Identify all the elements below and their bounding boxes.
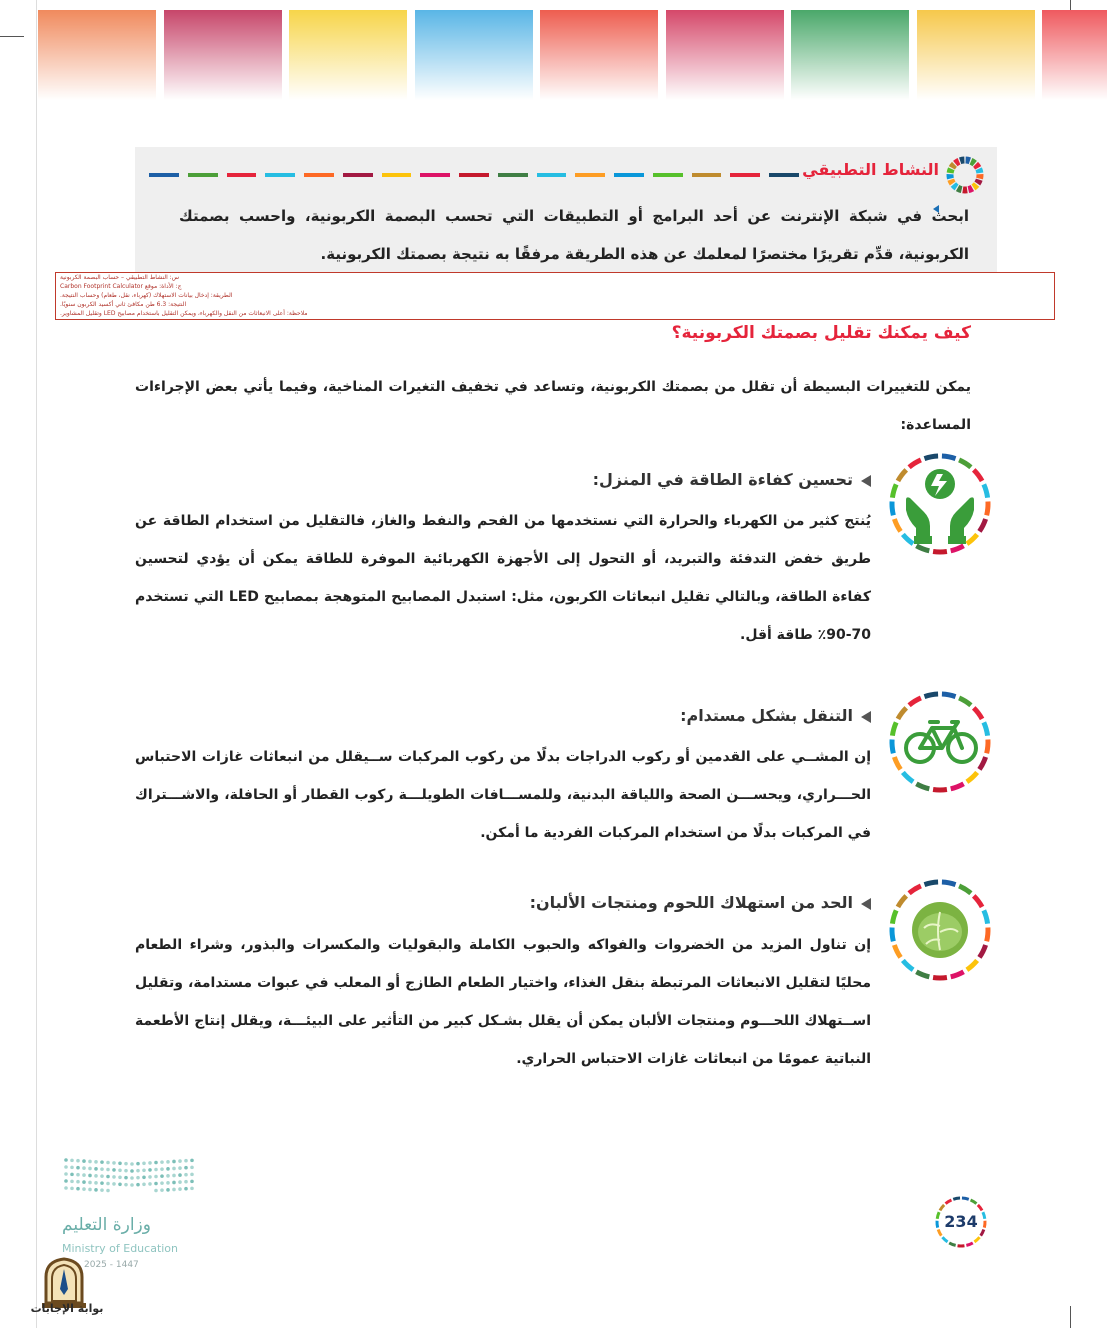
logo-dot xyxy=(94,1160,98,1164)
header-color-tab xyxy=(666,10,784,100)
logo-dot xyxy=(130,1183,134,1187)
ring-segment xyxy=(951,546,964,551)
logo-dot xyxy=(148,1175,152,1179)
ring-segment xyxy=(987,501,988,515)
header-color-tab xyxy=(415,10,533,100)
ministry-logo xyxy=(60,1150,210,1270)
sdg-stripe xyxy=(382,173,412,177)
logo-dot xyxy=(94,1167,98,1171)
section-heading xyxy=(680,706,871,725)
logo-dot xyxy=(76,1166,80,1170)
logo-dot xyxy=(124,1162,128,1166)
logo-dot xyxy=(124,1176,128,1180)
sdg-stripe xyxy=(692,173,722,177)
logo-dot xyxy=(118,1182,122,1186)
logo-dot xyxy=(172,1174,176,1178)
energy-hands-icon xyxy=(886,450,994,558)
logo-dot xyxy=(154,1161,158,1165)
logo-dot xyxy=(106,1168,110,1172)
ring-segment xyxy=(903,534,913,543)
logo-dot xyxy=(100,1188,104,1192)
logo-dot xyxy=(172,1160,176,1164)
ring-segment xyxy=(979,945,985,957)
note-line: ملاحظة: أعلى الانبعاثات من النقل والكهرباء، ويمكن التقليل باستخدام مصابيح LED وتقليل المشاوير. xyxy=(60,310,308,317)
logo-dot xyxy=(184,1173,188,1177)
logo-dot xyxy=(82,1180,86,1184)
logo-dot xyxy=(94,1181,98,1185)
ring-segment xyxy=(974,896,982,907)
logo-dot xyxy=(76,1173,80,1177)
ring-segment xyxy=(916,546,929,551)
ring-segment xyxy=(979,169,980,173)
ring-segment xyxy=(950,169,951,173)
logo-dot xyxy=(148,1161,152,1165)
logo-dot xyxy=(76,1159,80,1163)
note-line: ج: الأداة: موقع Carbon Footprint Calculator xyxy=(60,283,182,290)
ring-segment xyxy=(892,910,896,923)
ring-segment xyxy=(924,694,938,697)
ring-segment xyxy=(892,501,893,515)
ring-segment xyxy=(987,739,988,753)
ring-segment xyxy=(894,945,900,957)
ring-segment xyxy=(987,927,988,941)
logo-dot xyxy=(124,1169,128,1173)
ministry-name-en: Ministry of Education xyxy=(62,1242,179,1255)
logo-dot xyxy=(82,1159,86,1163)
section-heading xyxy=(593,470,871,489)
ring-segment xyxy=(942,882,956,885)
logo-dot xyxy=(160,1188,164,1192)
logo-dot xyxy=(112,1168,116,1172)
logo-dot xyxy=(154,1168,158,1172)
logo-dot xyxy=(148,1168,152,1172)
section-paragraph: إن المشــي على القدمين أو ركوب الدراجات بدلًا من ركوب المركبات ســيقلل من انبعاثات غازات الاحتباس الحـــراري، ويحســـن الصحة واللياقة البدنية، وللمســـافات الطويلـــة ركوب القطار أو الحافلة، والاشـــتراك في المركبات بدلًا من استخدام المركبات الفردية ما أمكن. xyxy=(135,749,871,841)
logo-dot xyxy=(184,1166,188,1170)
logo-dot xyxy=(130,1169,134,1173)
sdg-stripe xyxy=(730,173,760,177)
ring-segment xyxy=(974,708,982,719)
logo-dot xyxy=(70,1180,74,1184)
ring-segment xyxy=(924,456,938,459)
header-color-tabs xyxy=(0,0,1107,100)
logo-dot xyxy=(190,1166,194,1170)
ring-segment xyxy=(942,694,956,697)
edition-year: 2025 - 1447 xyxy=(84,1260,139,1270)
logo-dot xyxy=(88,1160,92,1164)
header-color-tab xyxy=(791,10,909,100)
logo-dot xyxy=(136,1183,140,1187)
ring-segment xyxy=(951,784,964,789)
ring-segment xyxy=(894,519,900,531)
ring-segment xyxy=(894,757,900,769)
ring-segment xyxy=(973,185,976,188)
logo-dot xyxy=(70,1173,74,1177)
sdg-stripe xyxy=(227,173,257,177)
logo-dot xyxy=(130,1176,134,1180)
ring-segment xyxy=(924,882,938,885)
ring-segment xyxy=(933,977,947,978)
logo-dot xyxy=(100,1160,104,1164)
ring-segment xyxy=(898,896,906,907)
ring-segment xyxy=(966,160,970,161)
logo-dot xyxy=(190,1180,194,1184)
logo-dot xyxy=(166,1167,170,1171)
header-color-tab xyxy=(1042,10,1107,100)
answers-portal-label: بوابة الإجابات xyxy=(30,1302,104,1315)
logo-dot xyxy=(178,1180,182,1184)
sdg-stripe xyxy=(575,173,605,177)
logo-dot xyxy=(118,1161,122,1165)
logo-dot xyxy=(136,1169,140,1173)
logo-dot xyxy=(88,1188,92,1192)
ring-segment xyxy=(984,484,988,497)
logo-dot xyxy=(70,1159,74,1163)
logo-dot xyxy=(148,1182,152,1186)
logo-dot xyxy=(82,1173,86,1177)
activity-title: النشاط التطبيقي xyxy=(802,160,939,179)
logo-dot xyxy=(154,1189,158,1193)
logo-dot xyxy=(142,1182,146,1186)
ring-segment xyxy=(974,470,982,481)
ring-segment xyxy=(976,164,979,167)
logo-dot xyxy=(172,1167,176,1171)
page-number: 234 xyxy=(944,1212,978,1231)
ring-segment xyxy=(959,698,971,705)
ring-segment xyxy=(903,960,913,969)
ring-segment xyxy=(959,886,971,893)
section-paragraph: يُنتج كثير من الكهرباء والحرارة التي نستخدمها من الفحم والنفط والغاز، فالتقليل من استخدام الطاقة عن طريق خفض التدفئة والتبريد، أو التحول إلى الأجهزة الكهربائية الموفرة للطاقة يمكن أن يؤدي لتحسين كفاءة الطاقة، وبالتالي تقليل انبعاثات الكربون، مثل: استبدل المصابيح المتوهجة بمصابيح LED التي تستخدم 70-90٪ طاقة أقل. xyxy=(135,513,871,643)
logo-dot xyxy=(76,1180,80,1184)
ring-segment xyxy=(916,784,929,789)
crop-mark xyxy=(1070,1306,1071,1328)
ring-segment xyxy=(898,470,906,481)
logo-dot xyxy=(88,1167,92,1171)
logo-dot xyxy=(142,1161,146,1165)
sdg-color-stripes xyxy=(149,173,799,177)
ring-segment xyxy=(967,772,977,781)
sdg-stripe xyxy=(265,173,295,177)
section-heading xyxy=(530,893,871,912)
header-color-tab xyxy=(164,10,282,100)
logo-dot xyxy=(142,1168,146,1172)
ring-segment xyxy=(967,960,977,969)
crop-mark xyxy=(36,0,37,1328)
logo-dot xyxy=(190,1187,194,1191)
sdg-stripe xyxy=(188,173,218,177)
logo-dot xyxy=(184,1187,188,1191)
header-color-tab xyxy=(917,10,1035,100)
logo-dot xyxy=(130,1162,134,1166)
logo-dot xyxy=(70,1166,74,1170)
logo-dot xyxy=(172,1188,176,1192)
ring-segment xyxy=(977,180,979,184)
logo-dot xyxy=(112,1175,116,1179)
ring-segment xyxy=(898,708,906,719)
ring-segment xyxy=(909,886,921,893)
logo-dot xyxy=(190,1173,194,1177)
ring-segment xyxy=(979,519,985,531)
logo-dot xyxy=(106,1161,110,1165)
logo-dot xyxy=(94,1174,98,1178)
ring-segment xyxy=(979,757,985,769)
sdg-stripe xyxy=(343,173,373,177)
logo-dot xyxy=(64,1186,68,1190)
intro-paragraph: يمكن للتغييرات البسيطة أن تقلل من بصمتك الكربونية، وتساعد في تخفيف التغيرات المناخية، وفيما يأتي بعض الإجراءات المساعدة: xyxy=(135,379,971,433)
logo-dot xyxy=(118,1175,122,1179)
logo-dot xyxy=(178,1173,182,1177)
ring-segment xyxy=(916,972,929,977)
ring-segment xyxy=(933,551,947,552)
ring-segment xyxy=(967,534,977,543)
logo-dot xyxy=(124,1183,128,1187)
ring-segment xyxy=(984,722,988,735)
logo-dot xyxy=(160,1160,164,1164)
note-line: الطريقة: إدخال بيانات الاستهلاك (كهرباء، نقل، طعام) وحساب النتيجة. xyxy=(60,292,233,299)
sdg-stripe xyxy=(614,173,644,177)
logo-dot xyxy=(184,1180,188,1184)
logo-dot xyxy=(160,1167,164,1171)
logo-dot xyxy=(166,1188,170,1192)
logo-dot xyxy=(106,1182,110,1186)
logo-dot xyxy=(160,1174,164,1178)
logo-dot xyxy=(82,1187,86,1191)
ring-segment xyxy=(892,722,896,735)
logo-dot xyxy=(166,1160,170,1164)
logo-dot xyxy=(64,1165,68,1169)
ring-segment xyxy=(903,772,913,781)
note-line: النتيجة: 6.3 طن مكافئ ثاني أكسيد الكربون سنويًا. xyxy=(60,301,187,308)
logo-dot xyxy=(190,1159,194,1163)
logo-dot xyxy=(106,1175,110,1179)
ring-segment xyxy=(952,164,955,167)
logo-dot xyxy=(82,1166,86,1170)
logo-dot xyxy=(88,1174,92,1178)
sdg-stripe xyxy=(498,173,528,177)
ring-segment xyxy=(892,484,896,497)
note-line: س: النشاط التطبيقي – حساب البصمة الكربونية xyxy=(60,274,180,281)
answer-note-box xyxy=(55,272,1055,320)
activity-text: ابحث في شبكة الإنترنت عن أحد البرامج أو التطبيقات التي تحسب البصمة الكربونية، واحسب بصمتك الكربونية، قدِّم تقريرًا مختصرًا لمعلمك عن هذه الطريقة مرفقًا به نتيجة بصمتك الكربونية. xyxy=(179,207,969,263)
logo-dot xyxy=(70,1187,74,1191)
logo-dot xyxy=(64,1179,68,1183)
ring-segment xyxy=(951,180,953,184)
logo-dot xyxy=(100,1181,104,1185)
cabbage-icon xyxy=(886,876,994,984)
logo-dot xyxy=(64,1172,68,1176)
sdg-stripe xyxy=(769,173,799,177)
ring-segment xyxy=(942,456,956,459)
logo-dot xyxy=(106,1189,110,1193)
ring-segment xyxy=(968,188,972,190)
logo-dot xyxy=(160,1181,164,1185)
ring-segment xyxy=(892,739,893,753)
section-paragraph: إن تناول المزيد من الخضروات والفواكه والحبوب الكاملة والبقوليات والمكسرات والبذور، وشراء الطعام محليًا لتقليل الانبعاثات المرتبطة بنقل الغذاء، واختيار الطعام الطازج أو المعلب في عبوات مستدامة، وتقليل اســتهلاك اللحـــوم ومنتجات الألبان يمكن أن يقلل بشـكل كبير من التأثير على البيئـــة، ويقلل إنتاج الأطعمة النباتية عمومًا من انبعاثات غازات الاحتباس الحراري. xyxy=(135,937,871,1067)
section-heading-text: الحد من استهلاك اللحوم ومنتجات الألبان: xyxy=(529,893,853,912)
logo-dot xyxy=(184,1159,188,1163)
ring-segment xyxy=(909,460,921,467)
logo-dot xyxy=(154,1182,158,1186)
logo-dot xyxy=(154,1175,158,1179)
ring-segment xyxy=(953,185,956,188)
ring-segment xyxy=(971,161,975,163)
logo-dot xyxy=(76,1187,80,1191)
ring-segment xyxy=(909,698,921,705)
ring-segment xyxy=(958,188,962,190)
ring-segment xyxy=(960,160,964,161)
section-title: كيف يمكنك تقليل بصمتك الكربونية؟ xyxy=(671,323,971,343)
triangle-bullet-icon xyxy=(861,898,871,910)
sdg-stripe xyxy=(537,173,567,177)
logo-dot xyxy=(100,1167,104,1171)
logo-dot xyxy=(64,1158,68,1162)
sdg-stripe xyxy=(149,173,179,177)
logo-dot xyxy=(112,1161,116,1165)
triangle-bullet-icon xyxy=(861,711,871,723)
sdg-wheel-icon xyxy=(945,155,985,195)
section-heading-text: التنقل بشكل مستدام: xyxy=(680,706,853,725)
logo-dot xyxy=(136,1162,140,1166)
logo-dot xyxy=(178,1159,182,1163)
sdg-stripe xyxy=(420,173,450,177)
logo-dot xyxy=(172,1181,176,1185)
header-color-tab xyxy=(38,10,156,100)
sdg-stripe xyxy=(304,173,334,177)
logo-dot xyxy=(118,1168,122,1172)
logo-dot xyxy=(136,1176,140,1180)
ring-segment xyxy=(984,910,988,923)
header-color-tab xyxy=(289,10,407,100)
logo-dot xyxy=(166,1181,170,1185)
ring-segment xyxy=(892,927,893,941)
ring-segment xyxy=(933,789,947,790)
logo-dot xyxy=(112,1182,116,1186)
logo-dot xyxy=(94,1188,98,1192)
logo-dot xyxy=(88,1181,92,1185)
ministry-name-ar: وزارة التعليم xyxy=(62,1215,151,1235)
ring-segment xyxy=(959,460,971,467)
ring-segment xyxy=(951,972,964,977)
header-color-tab xyxy=(540,10,658,100)
triangle-bullet-icon xyxy=(861,475,871,487)
bicycle-icon xyxy=(886,688,994,796)
ring-segment xyxy=(955,161,959,163)
logo-dot xyxy=(178,1166,182,1170)
logo-dot xyxy=(142,1175,146,1179)
logo-dot xyxy=(166,1174,170,1178)
sdg-stripe xyxy=(459,173,489,177)
logo-dot xyxy=(100,1174,104,1178)
section-heading-text: تحسين كفاءة الطاقة في المنزل: xyxy=(592,470,853,489)
logo-dot xyxy=(178,1187,182,1191)
activity-box xyxy=(135,147,997,272)
sdg-stripe xyxy=(653,173,683,177)
